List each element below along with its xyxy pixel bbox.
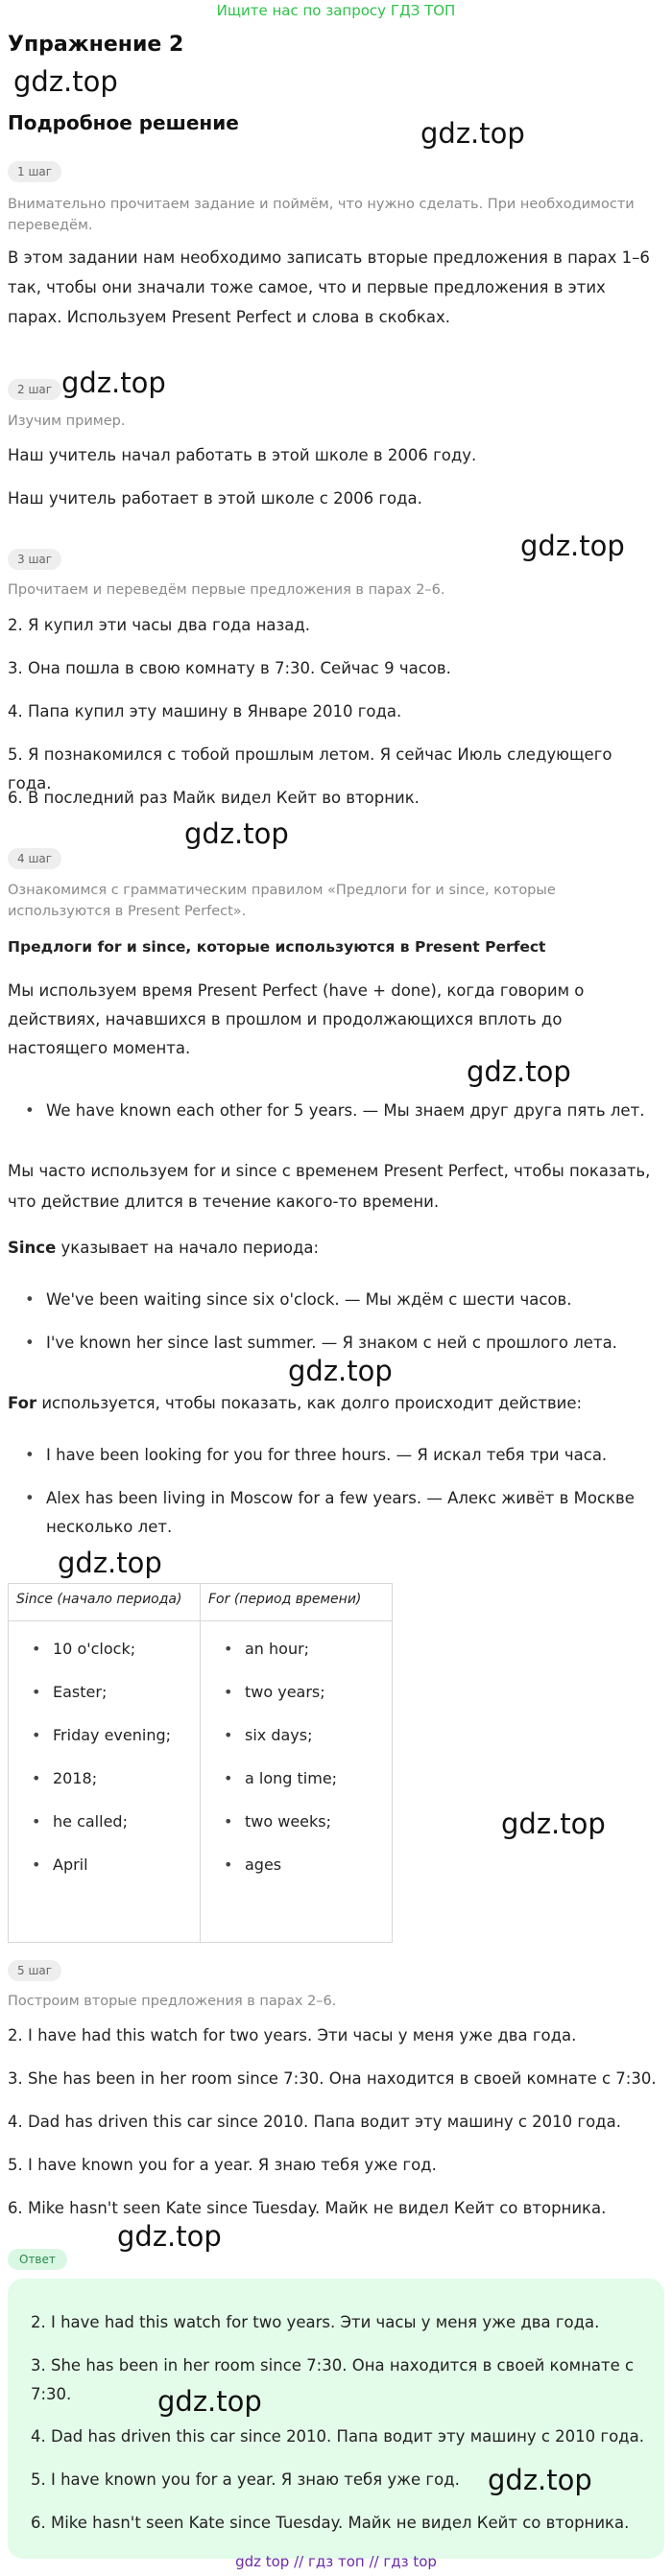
watermark: gdz.top	[13, 65, 118, 98]
for-word: For	[8, 1394, 37, 1412]
answer-line: 2. I have had this watch for two years. Эти часы у меня уже два года.	[31, 2313, 600, 2331]
table-cell-item: • he called;	[9, 1808, 200, 1851]
step-line: 3. She has been in her room since 7:30. Она находится в своей комнате с 7:30.	[8, 2069, 657, 2088]
answer-line: 4. Dad has driven this car since 2010. Папа водит эту машину с 2010 года.	[31, 2427, 644, 2446]
step-badge: 4 шаг	[8, 848, 61, 869]
step-text: В этом задании нам необходимо записать вторые предложения в парах 1–6 так, чтобы они значали тоже самое, что и первые предложения в этих парах. Используем Present Perfect и слова в скобках.	[8, 248, 650, 326]
table-cell-item: • Easter;	[9, 1678, 200, 1721]
since-column-header: Since (начало периода)	[9, 1584, 201, 1621]
watermark: gdz.top	[467, 1055, 571, 1088]
rule-intro: Мы используем время Present Perfect (have + done), когда говорим о действиях, начавшихся в прошлом и продолжающихся вплоть до настоящего момента.	[8, 981, 585, 1057]
table-cell-item: • 2018;	[9, 1764, 200, 1808]
step-line: 4. Dad has driven this car since 2010. Папа водит эту машину с 2010 года.	[8, 2113, 621, 2131]
watermark: gdz.top	[61, 366, 166, 399]
list-item: • We have known each other for 5 years. — Мы знаем друг друга пять лет.	[25, 1097, 672, 1125]
step-line: Наш учитель начал работать в этой школе в 2006 году.	[8, 446, 477, 464]
step-line: 5. I have known you for a year. Я знаю тебя уже год.	[8, 2156, 437, 2174]
since-rest: указывает на начало периода:	[56, 1239, 320, 1257]
list-item: • We've been waiting since six o'clock. — Мы ждём с шести часов.	[25, 1286, 672, 1314]
since-line	[8, 1234, 660, 1263]
top-banner[interactable]: Ищите нас по запросу ГДЗ ТОП	[216, 2, 456, 19]
table-cell-item: • 10 o'clock;	[9, 1635, 200, 1678]
answer-badge: Ответ	[8, 2249, 67, 2270]
step-line: 3. Она пошла в свою комнату в 7:30. Сейчас 9 часов.	[8, 659, 451, 677]
step-note: Внимательно прочитаем задание и поймём, что нужно сделать. При необходимости переведём.	[8, 197, 635, 233]
table-cell-item: • a long time;	[201, 1764, 392, 1808]
step-line: 2. Я купил эти часы два года назад.	[8, 616, 311, 634]
for-line	[8, 1389, 660, 1418]
list-item: • Alex has been living in Moscow for a few years. — Алекс живёт в Москве несколько лет.	[25, 1484, 672, 1542]
table-cell-item: • April	[9, 1851, 200, 1894]
table-cell-item: • six days;	[201, 1721, 392, 1764]
step-badge: 1 шаг	[8, 161, 61, 182]
step-note: Изучим пример.	[8, 414, 126, 429]
footer-links[interactable]: gdz top // гдз топ // гдз top	[235, 2553, 437, 2570]
step-badge: 3 шаг	[8, 549, 61, 570]
step-note: Ознакомимся с грамматическим правилом «Предлоги for и since, которые используются в Present Perfect».	[8, 883, 556, 919]
watermark: gdz.top	[117, 2220, 222, 2253]
table-cell-item: • two years;	[201, 1678, 392, 1721]
step-line: 5. Я познакомился с тобой прошлым летом. Я сейчас Июль следующего года.	[8, 745, 612, 792]
step-line: 6. Mike hasn't seen Kate since Tuesday. Майк не видел Кейт со вторника.	[8, 2199, 607, 2217]
list-item: • I've known her since last summer. — Я знаком с ней с прошлого лета.	[25, 1329, 672, 1358]
step-line: Наш учитель работает в этой школе с 2006 года.	[8, 489, 422, 508]
for-column	[201, 1621, 393, 1943]
rule-paragraph: Мы часто используем for и since с временем Present Perfect, чтобы показать, что действие длится в течение какого-то времени.	[8, 1162, 651, 1211]
section-subtitle: Подробное решение	[8, 111, 239, 134]
step-line: 4. Папа купил эту машину в Январе 2010 года.	[8, 702, 402, 721]
for-rest: используется, чтобы показать, как долго происходит действие:	[36, 1394, 583, 1412]
watermark: gdz.top	[520, 530, 625, 562]
list-item: • I have been looking for you for three hours. — Я искал тебя три часа.	[25, 1441, 672, 1470]
step-note: Построим вторые предложения в парах 2–6.	[8, 1994, 337, 2009]
answer-line: 6. Mike hasn't seen Kate since Tuesday. Майк не видел Кейт со вторника.	[31, 2514, 630, 2532]
watermark: gdz.top	[157, 2385, 262, 2418]
for-column-header: For (период времени)	[201, 1584, 393, 1621]
table-cell-item: • two weeks;	[201, 1808, 392, 1851]
answer-line: 3. She has been in her room since 7:30. Она находится в своей комнате с 7:30.	[31, 2356, 635, 2403]
step-badge: 2 шаг	[8, 379, 61, 400]
answer-line: 5. I have known you for a year. Я знаю тебя уже год.	[31, 2470, 460, 2489]
watermark: gdz.top	[288, 1355, 393, 1387]
step-line: 6. В последний раз Майк видел Кейт во вторник.	[8, 789, 420, 807]
watermark: gdz.top	[501, 1808, 606, 1840]
since-for-table	[8, 1583, 393, 1943]
table-cell-item: • an hour;	[201, 1635, 392, 1678]
watermark: gdz.top	[488, 2464, 592, 2496]
watermark: gdz.top	[58, 1547, 162, 1579]
step-badge: 5 шаг	[8, 1960, 61, 1981]
since-word: Since	[8, 1239, 57, 1257]
watermark: gdz.top	[420, 117, 525, 150]
rule-heading: Предлоги for и since, которые используются в Present Perfect	[8, 938, 546, 956]
since-column	[9, 1621, 201, 1943]
table-cell-item: • ages	[201, 1851, 392, 1894]
page-title: Упражнение 2	[8, 33, 184, 57]
watermark: gdz.top	[184, 817, 289, 850]
step-note: Прочитаем и переведём первые предложения в парах 2–6.	[8, 582, 445, 598]
table-cell-item: • Friday evening;	[9, 1721, 200, 1764]
step-line: 2. I have had this watch for two years. Эти часы у меня уже два года.	[8, 2026, 577, 2044]
